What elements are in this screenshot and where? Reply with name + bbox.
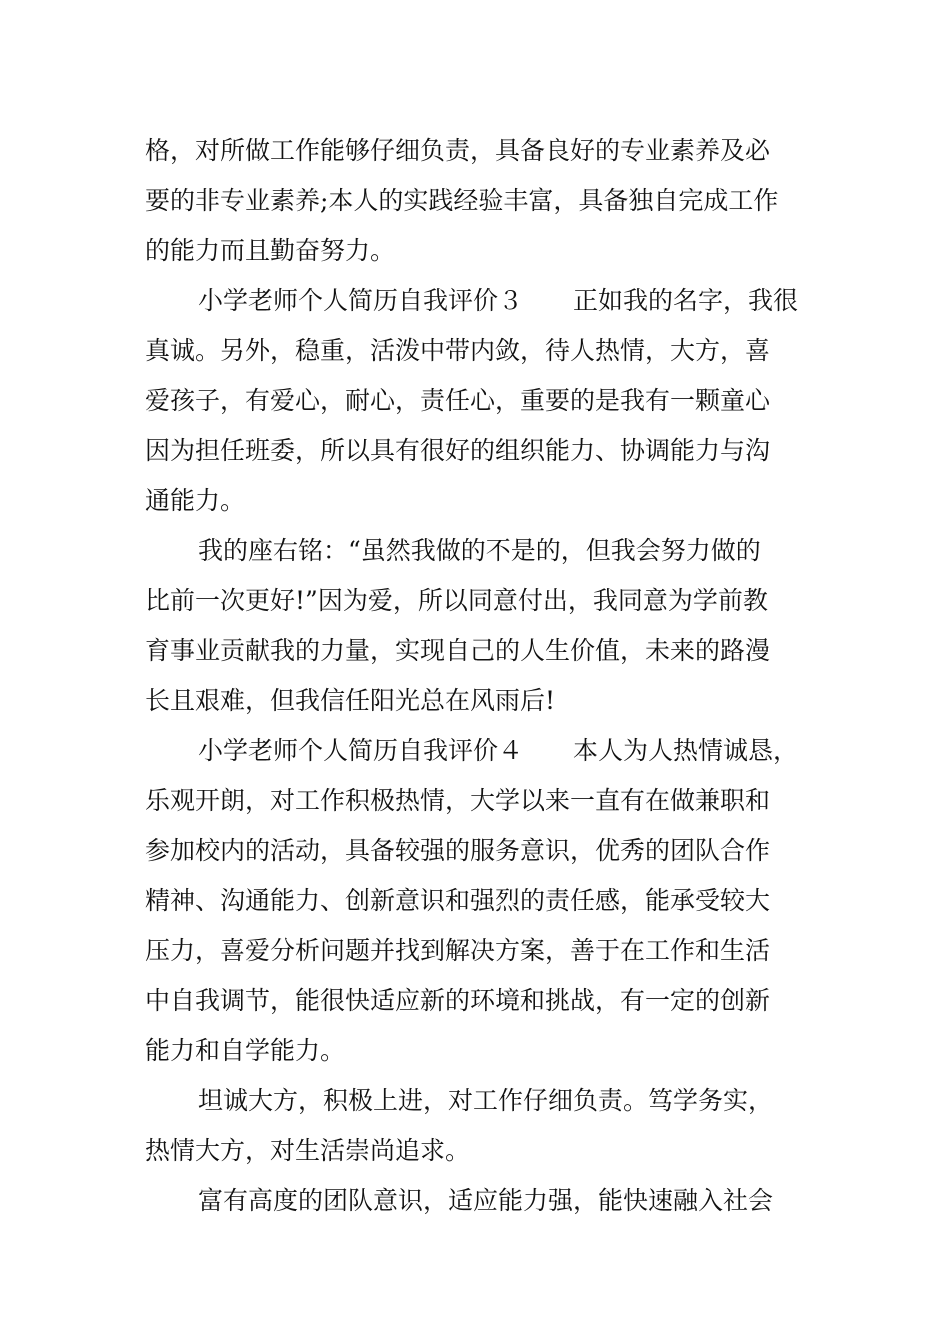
text-line: 比前一次更好!”因为爱，所以同意付出，我同意为学前教 (145, 586, 768, 615)
text-line: 精神、沟通能力、创新意识和强烈的责任感，能承受较大 (145, 886, 771, 915)
paragraph-start-line: 小学老师个人简历自我评价３ 正如我的名字，我很 (198, 286, 799, 315)
text-line: 热情大方，对生活崇尚追求。 (145, 1136, 471, 1165)
text-line: 通能力。 (145, 486, 246, 515)
text-line: 参加校内的活动，具备较强的服务意识，优秀的团队合作 (145, 836, 771, 865)
text-line: 长且艰难，但我信任阳光总在风雨后! (145, 686, 556, 715)
paragraph-start-line: 小学老师个人简历自我评价４ 本人为人热情诚恳， (198, 736, 799, 765)
text-line: 的能力而且勤奋努力。 (145, 236, 396, 265)
text-line: 因为担任班委，所以具有很好的组织能力、协调能力与沟 (145, 436, 771, 465)
text-line: 能力和自学能力。 (145, 1036, 346, 1065)
paragraph-start-line: 富有高度的团队意识，适应能力强，能快速融入社会 (198, 1186, 774, 1215)
text-line: 育事业贡献我的力量，实现自己的人生价值，未来的路漫 (145, 636, 771, 665)
text-line: 格，对所做工作能够仔细负责，具备良好的专业素养及必 (145, 136, 771, 165)
text-line: 中自我调节，能很快适应新的环境和挑战，有一定的创新 (145, 986, 771, 1015)
text-line: 要的非专业素养;本人的实践经验丰富，具备独自完成工作 (145, 186, 779, 215)
document-body (145, 126, 810, 1226)
paragraph-start-line: 我的座右铭：“虽然我做的不是的，但我会努力做的 (198, 536, 761, 565)
text-line: 压力，喜爱分析问题并找到解决方案，善于在工作和生活 (145, 936, 771, 965)
text-line: 爱孩子，有爱心，耐心，责任心，重要的是我有一颗童心 (145, 386, 771, 415)
paragraph-start-line: 坦诚大方，积极上进，对工作仔细负责。笃学务实， (198, 1086, 774, 1115)
text-line: 乐观开朗，对工作积极热情，大学以来一直有在做兼职和 (145, 786, 771, 815)
text-line: 真诚。另外，稳重，活泼中带内敛，待人热情，大方，喜 (145, 336, 771, 365)
